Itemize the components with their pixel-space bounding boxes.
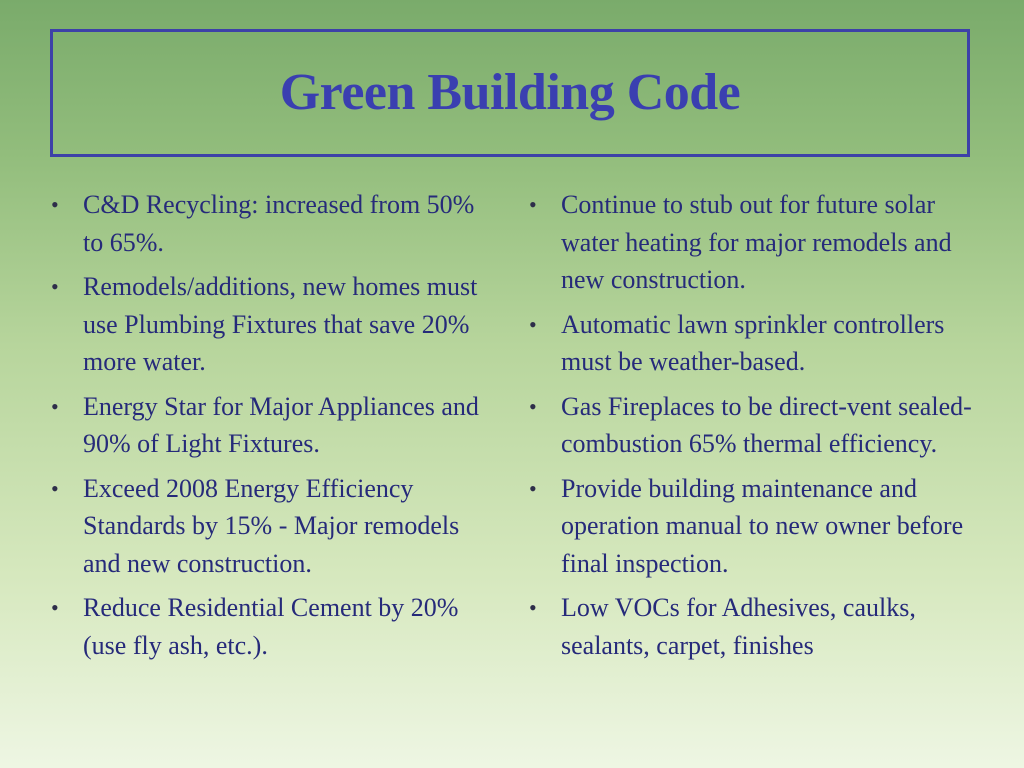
bullet-item xyxy=(46,186,494,261)
bullet-item xyxy=(524,306,994,381)
bullet-icon: • xyxy=(529,475,537,501)
right-bullet-list xyxy=(524,186,994,671)
bullet-item xyxy=(46,589,494,664)
bullet-text: Energy Star for Major Appliances and 90% of Light Fixtures. xyxy=(83,391,479,458)
bullet-text: C&D Recycling: increased from 50% to 65%. xyxy=(83,190,475,257)
bullet-icon: • xyxy=(51,393,59,419)
bullet-text: Low VOCs for Adhesives, caulks, sealants, carpet, finishes xyxy=(561,593,916,660)
bullet-item xyxy=(46,470,494,583)
left-bullet-list xyxy=(46,186,494,671)
bullet-text: Automatic lawn sprinkler controllers must be weather-based. xyxy=(561,309,945,376)
bullet-item xyxy=(524,589,994,664)
bullet-item xyxy=(46,388,494,463)
slide-title: Green Building Code xyxy=(279,64,741,121)
bullet-item xyxy=(524,186,994,299)
bullet-item xyxy=(524,470,994,583)
bullet-text: Provide building maintenance and operation manual to new owner before final inspection. xyxy=(561,473,964,578)
bullet-item xyxy=(46,268,494,381)
bullet-text: Exceed 2008 Energy Efficiency Standards by 15% - Major remodels and new construction. xyxy=(83,473,460,578)
bullet-icon: • xyxy=(529,595,537,620)
bullet-text: Remodels/additions, new homes must use Plumbing Fixtures that save 20% more water. xyxy=(83,272,478,376)
bullet-text: Continue to stub out for future solar water heating for major remodels and new construction. xyxy=(561,190,952,294)
bullet-icon: • xyxy=(51,192,59,217)
bullet-icon: • xyxy=(51,274,59,299)
title-box xyxy=(50,29,970,157)
bullet-text: Gas Fireplaces to be direct-vent sealed-combustion 65% thermal efficiency. xyxy=(561,391,972,458)
bullet-item xyxy=(524,388,994,463)
bullet-icon: • xyxy=(529,311,537,337)
bullet-icon: • xyxy=(51,595,59,620)
bullet-icon: • xyxy=(51,475,59,501)
bullet-icon: • xyxy=(529,192,537,217)
bullet-text: Reduce Residential Cement by 20% (use fly ash, etc.). xyxy=(83,593,459,660)
bullet-icon: • xyxy=(529,393,537,419)
